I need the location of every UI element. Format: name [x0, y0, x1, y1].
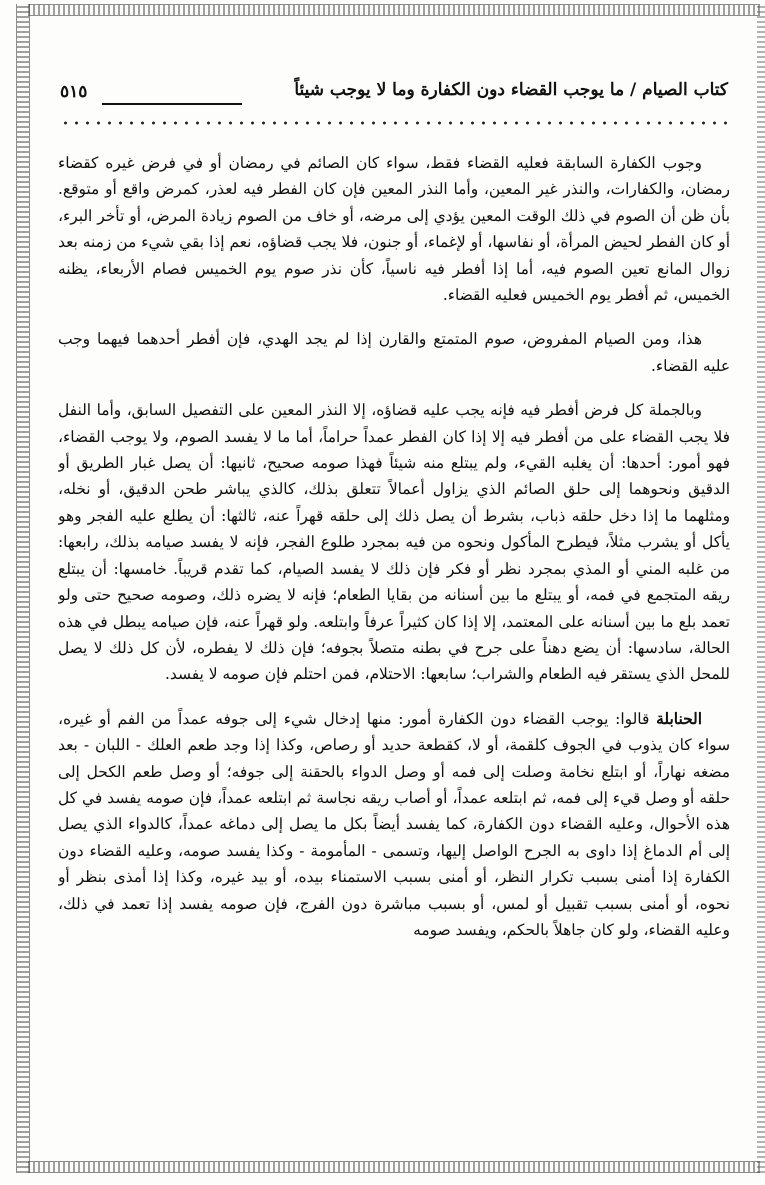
ornamental-border-bottom — [28, 1161, 760, 1173]
page-number: ٥١٥ — [60, 82, 88, 102]
ornamental-border-top — [28, 4, 760, 16]
header-title: كتاب الصيام / ما يوجب القضاء دون الكفارة وما لا يوجب شيئاً — [294, 80, 728, 100]
dotted-separator — [60, 120, 728, 126]
page-body — [58, 150, 730, 1080]
ornamental-border-right — [757, 4, 765, 1173]
paragraph-2: هذا، ومن الصيام المفروض، صوم المتمتع والقارن إذا لم يجد الهدي، فإن أفطر أحدهما فيهما وجب عليه القضاء. — [58, 330, 730, 375]
running-header — [60, 78, 728, 112]
header-rule — [102, 103, 242, 105]
paragraph-3: وبالجملة كل فرض أفطر فيه فإنه يجب عليه قضاؤه، إلا النذر المعين على التفصيل السابق، وأما النفل فلا يجب القضاء على من أفطر فيه إلا إذا كان الفطر عمداً حراماً، أما ما لا يفسد الصوم، ولا يوجب القضاء، فهو أمور: أحدها: أن يغلبه القيء، ولم يبتلع منه شيئاً فهذا صومه صحيح، ثانيها: أن يصل غبار الطريق أو الدقيق ونحوهما إلى حلق الصائم الذي يزاول أعمالاً تتعلق بذلك، كالذي يباشر طحن الدقيق، أو نخله، ومثلهما ما إذا دخل حلقه ذباب، بشرط أن يصل ذلك إلى حلقه قهراً عنه، ثالثها: أن يطلع عليه الفجر وهو يأكل أو يشرب مثلاً، فيطرح المأكول ونحوه من فيه بمجرد طلوع الفجر، فإنه لا يفسد صيامه بذلك، رابعها: من غلبه المني أو المذي بمجرد نظر أو فكر فإن ذلك لا يفسد الصيام، كما تقدم قريباً. خامسها: أن يبتلع ريقه المتجمع في فمه، أو يبتلع ما بين أسنانه من بقايا الطعام؛ فإنه لا يضره ذلك، وصومه صحيح حتى ولو تعمد بلع ما بين أسنانه على المعتمد، إلا إذا كان كثيراً عرفاً وابتلعه. ولو قهراً عنه، فإن صيامه يبطل في هذه الحالة، سادسها: أن يضع دهناً على جرح في بطنه متصلاً بجوفه؛ فإن ذلك لا يفطره، لأن كل ذلك لا يصل للمحل الذي يستقر فيه الطعام والشراب؛ سابعها: الاحتلام، فمن احتلم فإن صومه لا يفسد. — [58, 401, 730, 684]
hanabila-text: قالوا: يوجب القضاء دون الكفارة أمور: منها إدخال شيء إلى جوفه عمداً من الفم أو غيره، سواء كان يذوب في الجوف كلقمة، أو لا، كقطعة حديد أو رصاص، وكذا إذا وجد طعم العلك - اللبان - بعد مضغه نهاراً، أو ابتلع نخامة وصلت إلى فمه أو وصل الدواء بالحقنة إلى جوفه؛ أو وصل طعم الكحل إلى حلقه أو وصل قيء إلى فمه، ثم ابتلعه عمداً، أو أصاب ريقه نجاسة ثم ابتلعه عمداً، فإن صومه يفسد في كل هذه الأحوال، وعليه القضاء دون الكفارة، كما يفسد أيضاً بكل ما يصل إلى دماغه عمداً، كالدواء الذي يصل إلى أم الدماغ إذا داوى به الجرح الواصل إليها، وتسمى - المأمومة - وكذا يفسد صومه، وعليه القضاء دون الكفارة إذا أمنى بسبب تكرار النظر، أو أمنى بسبب الاستمناء بيده، أو بيد غيره، وكذا إذا أمذى بنظر أو نحوه، أو أمنى بسبب تقبيل أو لمس، أو بسبب مباشرة دون الفرج، فإن صومه يفسد إذا تعمد في ذلك، وعليه القضاء، ولو كان جاهلاً بالحكم، ويفسد صومه — [58, 709, 730, 939]
madhhab-term: الحنابلة — [656, 709, 702, 728]
ornamental-border-left — [16, 4, 30, 1173]
paragraph-1: وجوب الكفارة السابقة فعليه القضاء فقط، سواء كان الصائم في رمضان أو في فرض غيره كقضاء رمضان، والكفارات، والنذر غير المعين، وأما النذر المعين فإن كان الفطر فيه لعذر، كمرض واقع أو متوقع. بأن ظن أن الصوم في ذلك الوقت المعين يؤدي إلى مرضه، أو خاف من الصوم زيادة المرض، أو تأخر البرء، أو كان الفطر لحيض المرأة، أو نفاسها، أو لإغماء، أو جنون، فلا يجب قضاؤه، نعم إذا بقي شيء من زمنه بعد زوال المانع تعين الصوم فيه، أما إذا أفطر فيه ناسياً، كأن نذر صوم يوم الخميس فصام الأربعاء، يظنه الخميس، ثم أفطر يوم الخميس فعليه القضاء. — [58, 154, 730, 305]
paragraph-hanabila — [58, 706, 730, 944]
